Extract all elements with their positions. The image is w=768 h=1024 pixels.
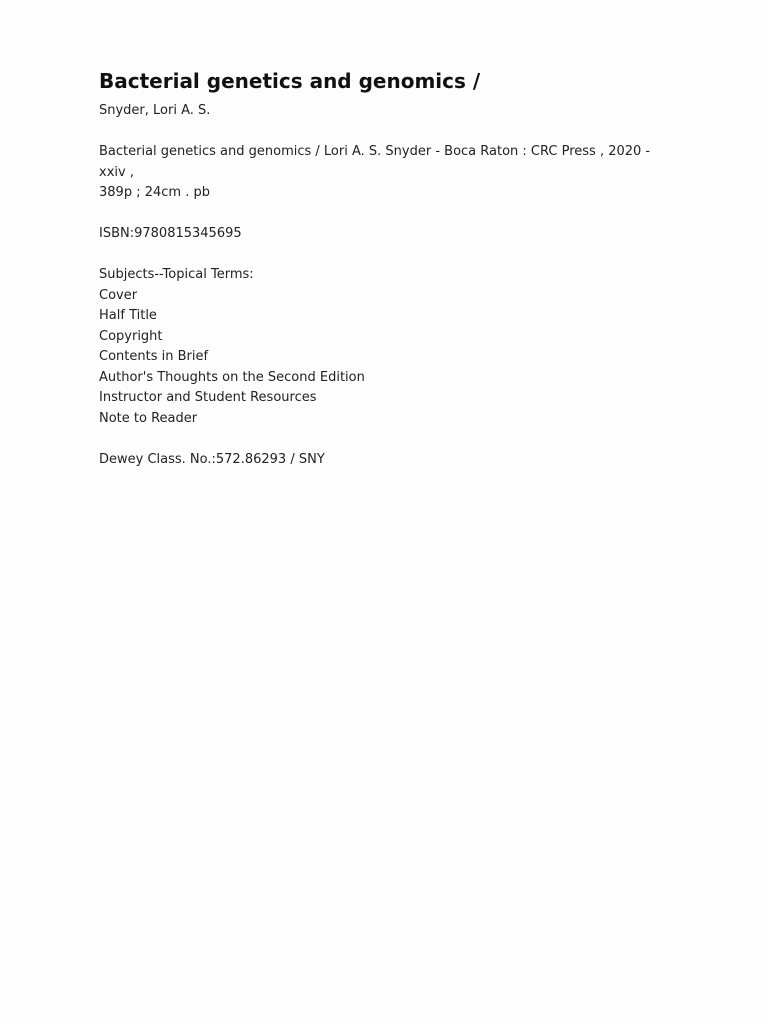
subjects-list xyxy=(99,286,669,430)
record-title: Bacterial genetics and genomics / xyxy=(99,69,481,93)
subject-item: Note to Reader xyxy=(99,410,198,426)
subject-item: Half Title xyxy=(99,308,157,323)
subject-item: Cover xyxy=(99,287,138,303)
subject-item: Copyright xyxy=(99,328,163,344)
catalog-record xyxy=(99,66,669,470)
publication-details-line-2: 389p ; 24cm . pb xyxy=(99,185,210,200)
subject-item: Contents in Brief xyxy=(99,349,209,364)
isbn: ISBN:9780815345695 xyxy=(99,226,242,241)
subject-item: Author's Thoughts on the Second Edition xyxy=(99,369,365,385)
spacer xyxy=(99,245,669,266)
spacer xyxy=(99,429,669,450)
subjects-heading: Subjects--Topical Terms: xyxy=(99,267,254,282)
publication-details-line-1: Bacterial genetics and genomics / Lori A. S. Snyder - Boca Raton : CRC Press , 2020 - xxiv , xyxy=(99,144,651,180)
subject-item: Instructor and Student Resources xyxy=(99,390,317,405)
dewey-class-number: Dewey Class. No.:572.86293 / SNY xyxy=(99,451,325,467)
record-author: Snyder, Lori A. S. xyxy=(99,103,211,118)
spacer xyxy=(99,122,669,143)
spacer xyxy=(99,204,669,225)
